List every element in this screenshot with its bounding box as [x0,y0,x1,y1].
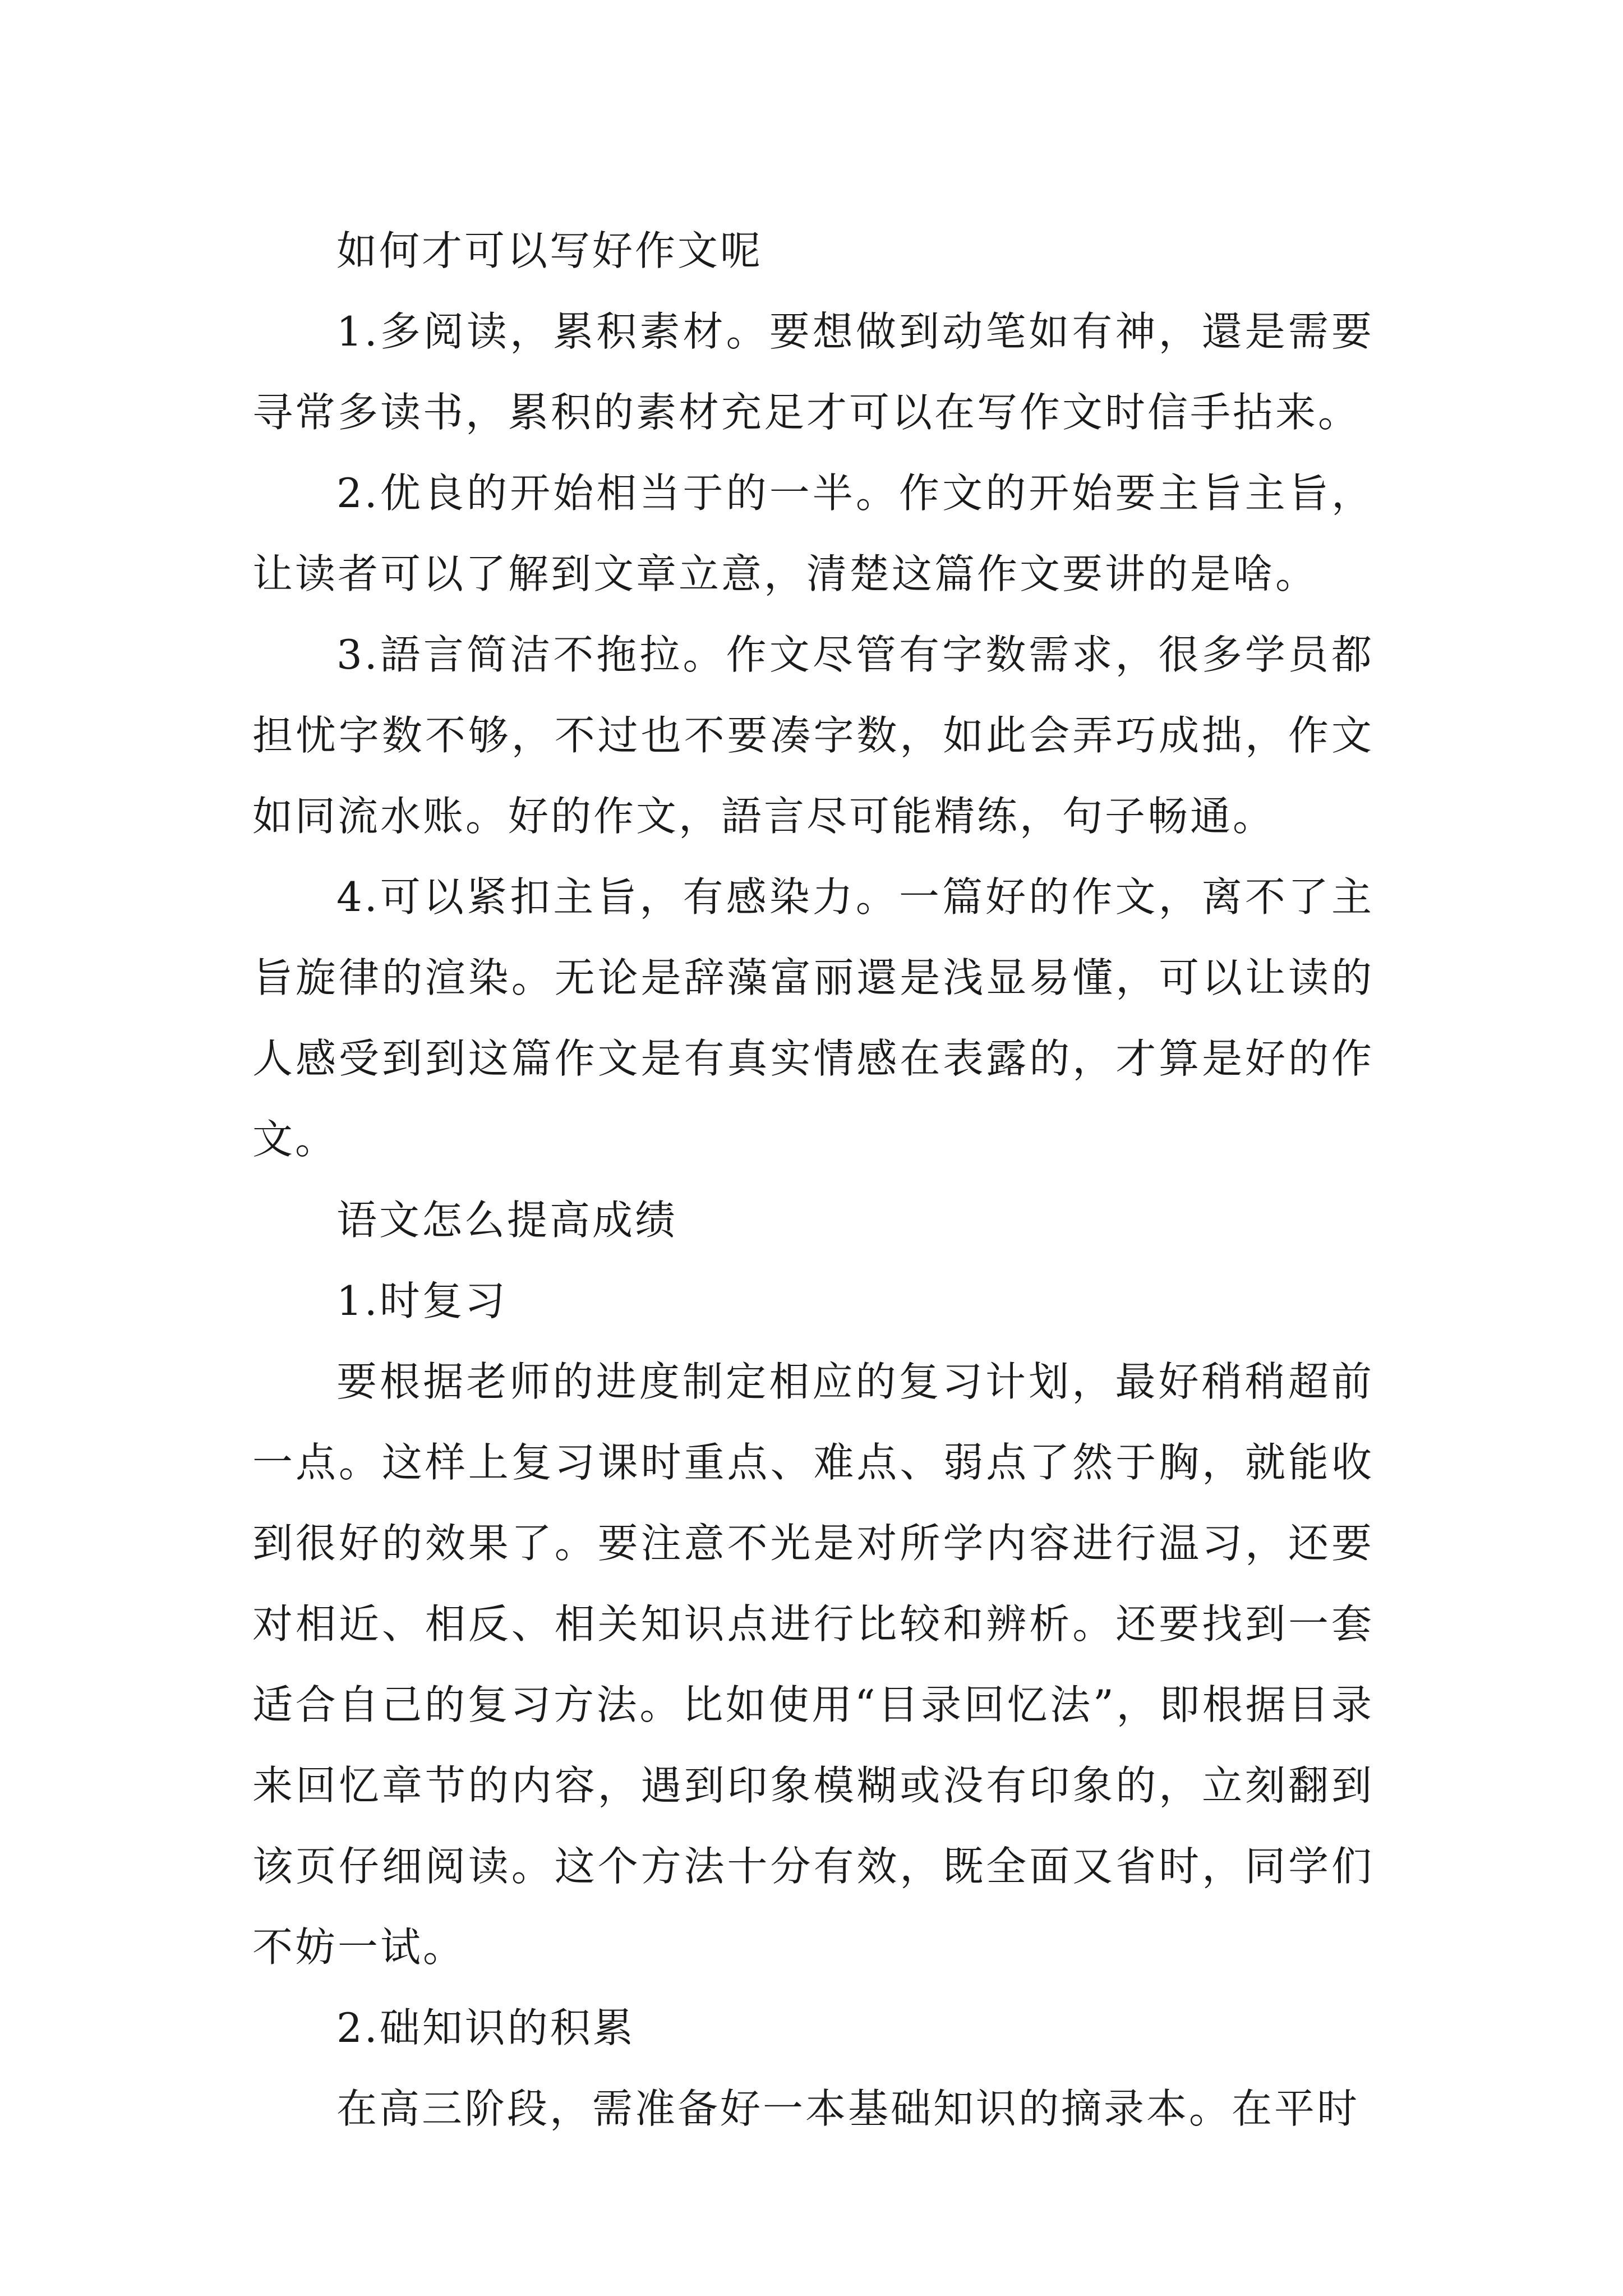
heading-how-to-write: 如何才可以写好作文呢 [336,227,763,274]
paragraph-basics-notebook: 在高三阶段，需准备好一本基础知识的摘录本。在平时 [336,2085,1360,2132]
paragraph-point-3: 3.語言简洁不拖拉。作文尽管有字数需求，很多学员都担忧字数不够，不过也不要凑字数，如此会弄巧成拙，作文如同流水账。好的作文，語言尽可能精练，句子畅通。 [252,631,1374,840]
subheading-review: 1.时复习 [336,1277,508,1324]
subheading-basics: 2.础知识的积累 [336,2004,635,2051]
paragraph-point-4: 4.可以紧扣主旨，有感染力。一篇好的作文，离不了主旨旋律的渲染。无论是辞藻富丽還是浅显易懂，可以让读的人感受到到这篇作文是有真实情感在表露的，才算是好的作文。 [252,873,1374,1163]
paragraph-review-plan: 要根据老师的进度制定相应的复习计划，最好稍稍超前一点。这样上复习课时重点、难点、弱点了然于胸，就能收到很好的效果了。要注意不光是对所学内容进行温习，还要对相近、相反、相关知识点进行比较和辨析。还要找到一套适合自己的复习方法。比如使用“目录回忆法”，即根据目录来回忆章节的内容，遇到印象模糊或没有印象的，立刻翻到该页仔细阅读。这个方法十分有效，既全面又省时，同学们不妨一试。 [252,1358,1374,1971]
paragraph-point-2: 2.优良的开始相当于的一半。作文的开始要主旨主旨，让读者可以了解到文章立意，清楚这篇作文要讲的是啥。 [252,470,1374,597]
paragraph-point-1: 1.多阅读，累积素材。要想做到动笔如有神，還是需要寻常多读书，累积的素材充足才可以在写作文时信手拈来。 [252,308,1374,436]
document-body [252,210,1374,2149]
heading-improve-scores: 语文怎么提高成绩 [336,1197,678,1244]
